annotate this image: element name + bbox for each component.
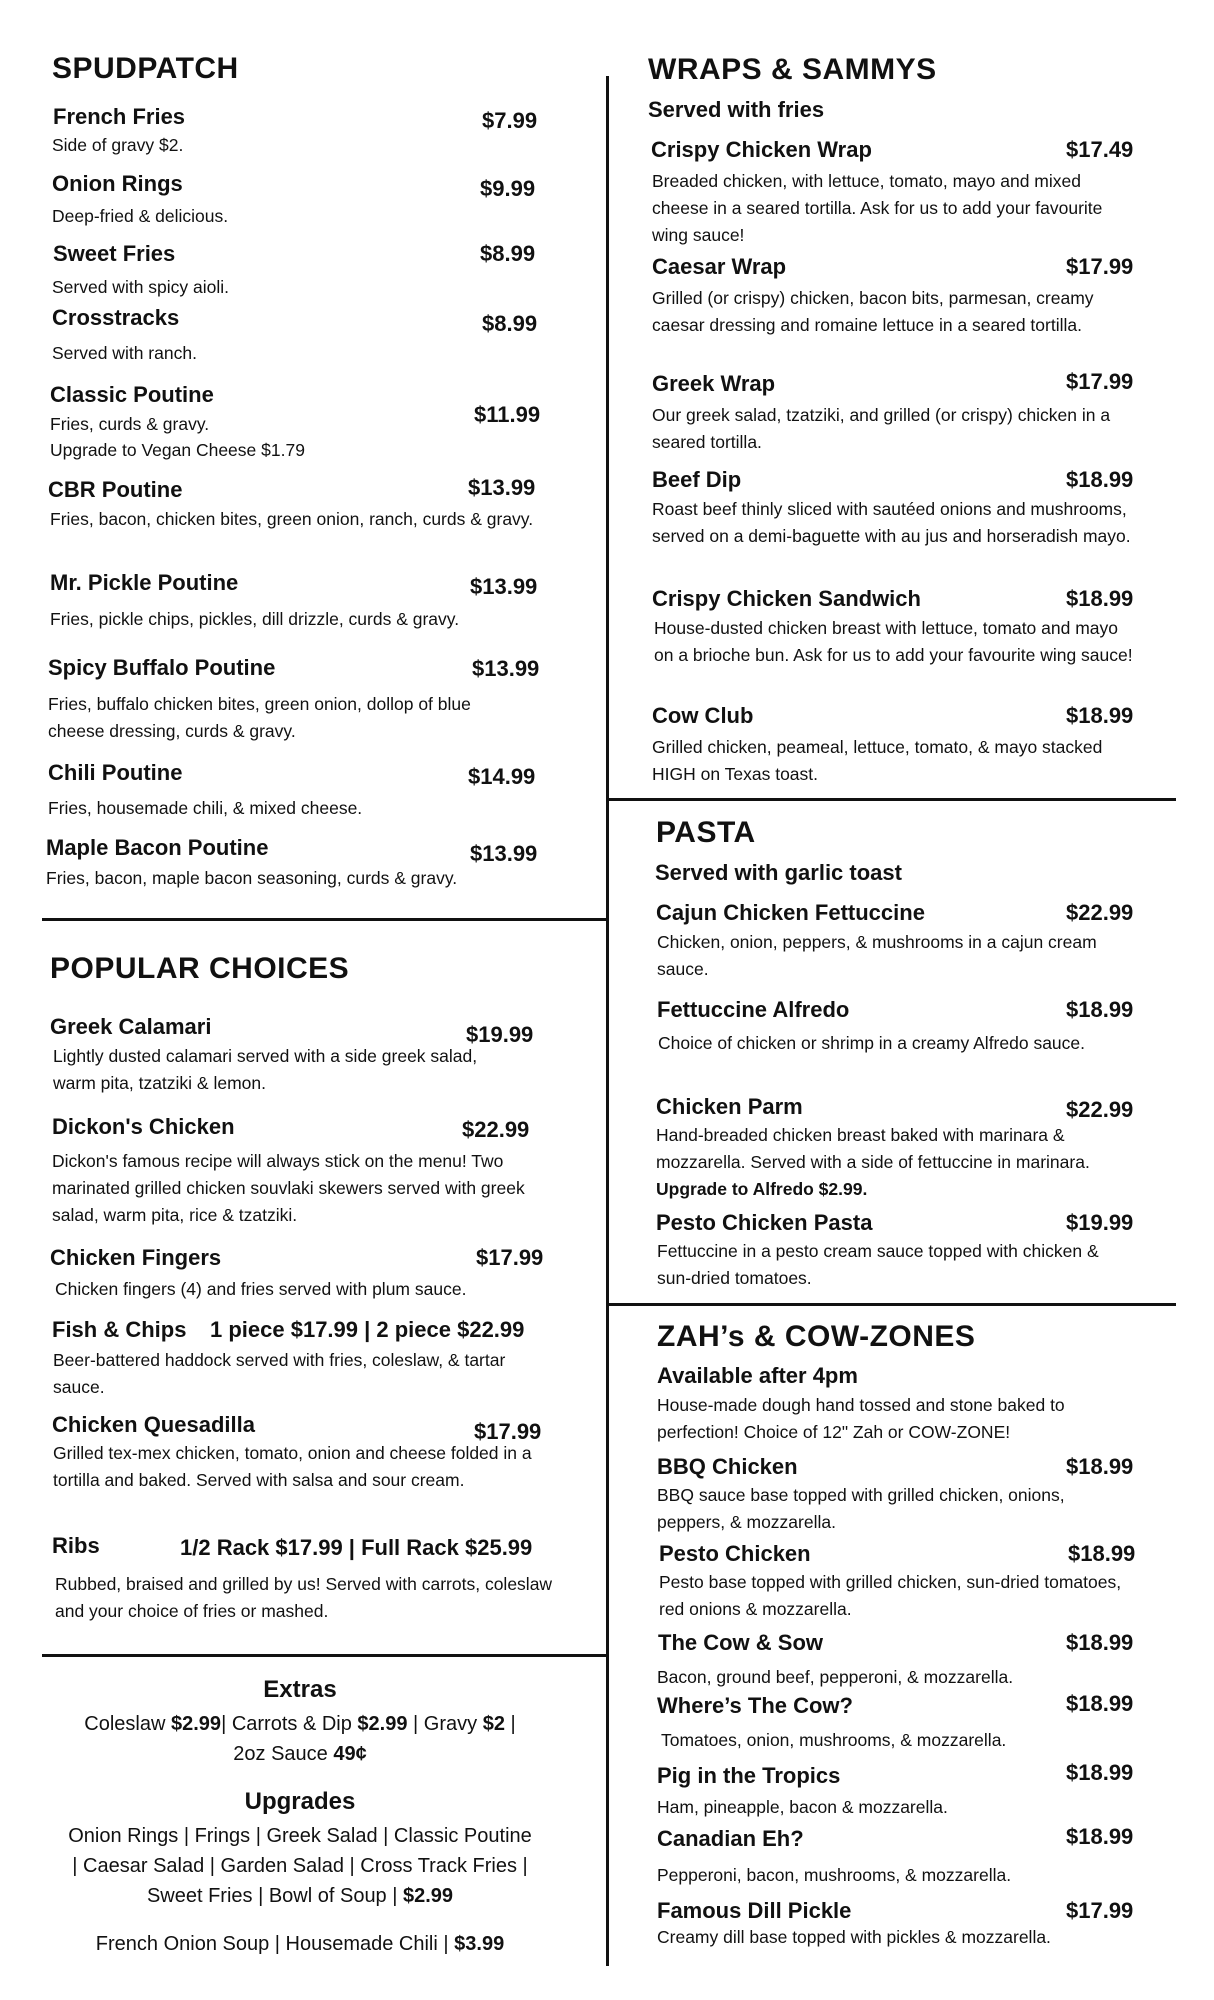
item-desc: Fries, pickle chips, pickles, dill drizzle, curds & gravy.	[50, 609, 460, 629]
item-name: Onion Rings	[52, 171, 183, 196]
upgrades-line-3: Sweet Fries | Bowl of Soup | $2.99	[146, 1885, 454, 1907]
pasta-heading: PASTA	[656, 816, 756, 849]
item-price: $8.99	[482, 311, 538, 336]
item-price: $17.99	[1066, 254, 1134, 279]
item-name: Spicy Buffalo Poutine	[48, 655, 276, 680]
item-name: Crosstracks	[52, 305, 180, 330]
extra-price: 49¢	[333, 1743, 367, 1765]
item-name: Chili Poutine	[48, 760, 183, 785]
item-desc: Choice of chicken or shrimp in a creamy Alfredo sauce.	[658, 1033, 1085, 1053]
item-price: $17.99	[474, 1419, 542, 1444]
item-name: French Fries	[53, 104, 186, 129]
item-desc: Fettuccine in a pesto cream sauce topped with chicken & sun-dried tomatoes.	[657, 1241, 1099, 1288]
extra-label: Carrots & Dip	[231, 1713, 352, 1735]
item-name: Dickon's Chicken	[52, 1114, 235, 1139]
item-name: Mr. Pickle Poutine	[50, 570, 239, 595]
item-price: $18.99	[1066, 1760, 1134, 1785]
popular-heading: POPULAR CHOICES	[50, 952, 350, 985]
item-name: Crispy Chicken Sandwich	[652, 586, 921, 611]
item-desc: Breaded chicken, with lettuce, tomato, mayo and mixed cheese in a seared tortilla. Ask for us to add your favourite wing sauce!	[652, 171, 1103, 245]
item-name: Pig in the Tropics	[657, 1763, 841, 1788]
extra-label: 2oz Sauce	[233, 1743, 328, 1765]
extra-price: $2.99	[357, 1713, 408, 1735]
item-desc: BBQ sauce base topped with grilled chicken, onions, peppers, & mozzarella.	[657, 1485, 1065, 1532]
item-name: Famous Dill Pickle	[657, 1898, 852, 1923]
extras-line-2	[40, 1739, 560, 1769]
item-desc: Served with spicy aioli.	[52, 277, 230, 297]
popular-divider	[42, 1654, 608, 1657]
item-desc: Grilled (or crispy) chicken, bacon bits, parmesan, creamy caesar dressing and romaine lettuce in a seared tortilla.	[652, 288, 1094, 335]
spudpatch-heading: SPUDPATCH	[52, 52, 239, 85]
item-desc: Our greek salad, tzatziki, and grilled (or crispy) chicken in a seared tortilla.	[652, 405, 1111, 452]
item-desc: House-dusted chicken breast with lettuce, tomato and mayo on a brioche bun. Ask for us to add your favourite wing sauce!	[654, 618, 1133, 665]
item-name: BBQ Chicken	[657, 1454, 798, 1479]
item-price: $8.99	[480, 241, 536, 266]
item-desc: Fries, housemade chili, & mixed cheese.	[48, 798, 363, 818]
item-name: Beef Dip	[652, 467, 742, 492]
item-price: $7.99	[482, 108, 538, 133]
item-desc: Chicken, onion, peppers, & mushrooms in a cajun cream sauce.	[657, 932, 1097, 979]
upgrades-line-4: French Onion Soup | Housemade Chili | $3.99	[95, 1933, 505, 1955]
item-desc: Fries, bacon, chicken bites, green onion, ranch, curds & gravy.	[50, 509, 534, 529]
item-price: $18.99	[1066, 1630, 1134, 1655]
item-price: $17.49	[1066, 137, 1134, 162]
item-name: Canadian Eh?	[657, 1826, 804, 1851]
item-price: $19.99	[1066, 1210, 1134, 1235]
item-name: The Cow & Sow	[658, 1630, 823, 1655]
item-name: Chicken Quesadilla	[52, 1412, 255, 1437]
item-price: $9.99	[480, 176, 536, 201]
item-name: Fettuccine Alfredo	[657, 997, 850, 1022]
item-name: Crispy Chicken Wrap	[651, 137, 872, 162]
item-price: $13.99	[472, 656, 540, 681]
upgrades-line-1: Onion Rings | Frings | Greek Salad | Classic Poutine	[68, 1825, 532, 1847]
item-price: $17.99	[476, 1245, 544, 1270]
zahs-intro: House-made dough hand tossed and stone baked to perfection! Choice of 12" Zah or COW-ZONE!	[657, 1395, 1065, 1442]
extras-heading: Extras	[263, 1676, 337, 1703]
item-desc: Fries, curds & gravy.	[50, 414, 210, 434]
item-desc: Grilled chicken, peameal, lettuce, tomato, & mayo stacked HIGH on Texas toast.	[652, 737, 1103, 784]
wraps-divider	[608, 798, 1176, 801]
item-name: Chicken Parm	[656, 1094, 803, 1119]
item-price: $22.99	[1066, 900, 1134, 925]
item-name: Cajun Chicken Fettuccine	[656, 900, 925, 925]
item-desc: Chicken fingers (4) and fries served with plum sauce.	[55, 1279, 467, 1299]
item-price: $11.99	[474, 402, 541, 427]
item-name: Sweet Fries	[53, 241, 176, 266]
item-name: Cow Club	[652, 703, 754, 728]
item-price: $18.99	[1066, 1691, 1134, 1716]
item-name: Maple Bacon Poutine	[46, 835, 269, 860]
item-desc: Ham, pineapple, bacon & mozzarella.	[657, 1797, 948, 1817]
item-price: 1 piece $17.99 | 2 piece $22.99	[210, 1317, 525, 1342]
item-name: Greek Wrap	[652, 371, 776, 396]
item-desc: Served with ranch.	[52, 343, 197, 363]
upgrade-price: $2.99	[403, 1885, 454, 1907]
item-desc: Deep-fried & delicious.	[52, 206, 229, 226]
item-price: $18.99	[1066, 997, 1134, 1022]
upgrades-heading: Upgrades	[244, 1788, 356, 1815]
item-price: 1/2 Rack $17.99 | Full Rack $25.99	[180, 1535, 533, 1560]
item-desc: Rubbed, braised and grilled by us! Served with carrots, coleslaw and your choice of fries or mashed.	[55, 1574, 553, 1621]
item-desc: Upgrade to Vegan Cheese $1.79	[50, 440, 305, 460]
item-name: CBR Poutine	[48, 477, 183, 502]
item-desc: Tomatoes, onion, mushrooms, & mozzarella.	[661, 1730, 1007, 1750]
pasta-divider	[608, 1303, 1176, 1306]
item-name: Classic Poutine	[50, 382, 214, 407]
item-name: Fish & Chips	[52, 1317, 187, 1342]
item-price: $17.99	[1066, 1898, 1134, 1923]
item-price: $13.99	[468, 475, 536, 500]
extras-line-1: Coleslaw $2.99| Carrots & Dip $2.99 | Gravy $2 |	[84, 1713, 516, 1735]
spudpatch-divider	[42, 918, 608, 921]
item-desc: Roast beef thinly sliced with sautéed onions and mushrooms, served on a demi-baguette with au jus and horseradish mayo.	[652, 499, 1131, 546]
zahs-heading: ZAH’s & COW-ZONES	[657, 1320, 976, 1353]
extra-label: Coleslaw	[84, 1713, 166, 1735]
item-price: $13.99	[470, 574, 538, 599]
item-desc: Creamy dill base topped with pickles & mozzarella.	[657, 1927, 1051, 1947]
zahs-subtitle: Available after 4pm	[657, 1363, 858, 1388]
item-desc: Fries, bacon, maple bacon seasoning, curds & gravy.	[46, 868, 458, 888]
item-name: Greek Calamari	[50, 1014, 212, 1039]
item-price: $22.99	[1066, 1097, 1134, 1122]
item-name: Pesto Chicken	[659, 1541, 811, 1566]
wraps-subtitle: Served with fries	[648, 97, 825, 122]
upgrade-note: Upgrade to Alfredo $2.99.	[656, 1179, 868, 1199]
item-price: $18.99	[1066, 1824, 1134, 1849]
center-divider	[606, 76, 609, 1966]
item-name: Where’s The Cow?	[657, 1693, 853, 1718]
extra-label: Gravy	[423, 1713, 478, 1735]
item-price: $18.99	[1068, 1541, 1136, 1566]
item-price: $18.99	[1066, 703, 1134, 728]
item-desc: Grilled tex-mex chicken, tomato, onion and cheese folded in a tortilla and baked. Served with salsa and sour cream.	[53, 1443, 532, 1490]
item-name: Chicken Fingers	[50, 1245, 222, 1270]
item-price: $18.99	[1066, 586, 1134, 611]
item-price: $19.99	[466, 1022, 534, 1047]
wraps-heading: WRAPS & SAMMYS	[648, 53, 937, 86]
item-name: Pesto Chicken Pasta	[656, 1210, 873, 1235]
item-price: $17.99	[1066, 369, 1134, 394]
item-price: $18.99	[1066, 467, 1134, 492]
item-name: Caesar Wrap	[652, 254, 787, 279]
item-desc: Side of gravy $2.	[52, 135, 184, 155]
item-desc: Fries, buffalo chicken bites, green onion, dollop of blue cheese dressing, curds & gravy.	[48, 694, 471, 741]
item-desc: Beer-battered haddock served with fries, coleslaw, & tartar sauce.	[53, 1350, 506, 1397]
extra-price: $2	[482, 1713, 505, 1735]
item-price: $13.99	[470, 841, 538, 866]
item-price: $22.99	[462, 1117, 530, 1142]
item-desc: Hand-breaded chicken breast baked with marinara & mozzarella. Served with a side of fettuccine in marinara. Upgrade to Alfredo $2.99.	[656, 1125, 1090, 1199]
extras-block	[40, 1675, 560, 1959]
item-desc: Pepperoni, bacon, mushrooms, & mozzarella.	[657, 1865, 1012, 1885]
item-desc: Lightly dusted calamari served with a side greek salad, warm pita, tzatziki & lemon.	[53, 1046, 478, 1093]
upgrade-price: $3.99	[454, 1933, 505, 1955]
item-desc: Pesto base topped with grilled chicken, sun-dried tomatoes, red onions & mozzarella.	[659, 1572, 1122, 1619]
item-price: $14.99	[468, 764, 536, 789]
item-desc: Dickon's famous recipe will always stick on the menu! Two marinated grilled chicken souvlaki skewers served with greek salad, warm pita, rice & tzatziki.	[52, 1151, 525, 1225]
item-name: Ribs	[52, 1533, 100, 1558]
item-price: $18.99	[1066, 1454, 1134, 1479]
item-desc: Bacon, ground beef, pepperoni, & mozzarella.	[657, 1667, 1014, 1687]
pasta-subtitle: Served with garlic toast	[655, 860, 902, 885]
upgrades-line-2: | Caesar Salad | Garden Salad | Cross Track Fries |	[72, 1855, 528, 1877]
extra-price: $2.99	[171, 1713, 222, 1735]
